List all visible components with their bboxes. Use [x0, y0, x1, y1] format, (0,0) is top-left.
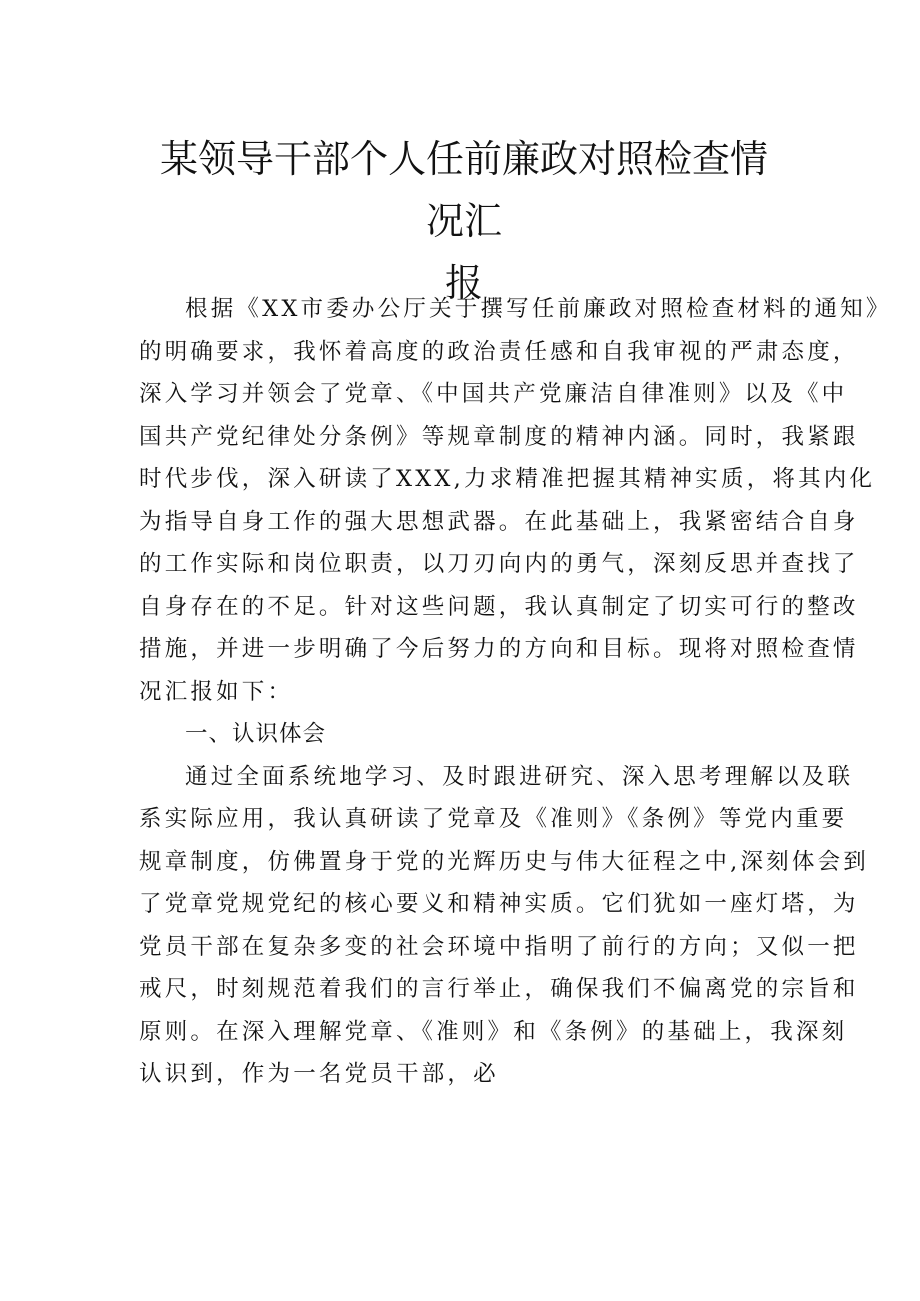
section-heading: 一、认识体会: [185, 721, 327, 747]
paragraph-line: 规章制度，仿佛置身于党的光辉历史与伟大征程之中,深刻体会到: [139, 848, 869, 875]
paragraph-line: 系实际应用，我认真研读了党章及《准则》《条例》等党内重要: [139, 806, 848, 832]
paragraph-line: 深入学习并领会了党章、《中国共产党廉洁自律准则》以及《中: [139, 381, 848, 407]
paragraph-line: 通过全面系统地学习、及时跟进研究、深入思考理解以及联: [185, 763, 854, 790]
paragraph-line: 况汇报如下：: [139, 678, 294, 705]
paragraph-line: 原则。在深入理解党章、《准则》和《条例》的基础上，我深刻: [139, 1018, 848, 1045]
paragraph-line: 的明确要求，我怀着高度的政治责任感和自我审视的严肃态度，: [139, 338, 859, 365]
paragraph-line: 根据《XX市委办公厅关于撰写任前廉政对照检查材料的通知》: [185, 296, 892, 322]
paragraph-line: 时代步伐，深入研读了XXX,力求精准把握其精神实质，将其内化: [139, 466, 876, 492]
paragraph-line: 自身存在的不足。针对这些问题，我认真制定了切实可行的整改: [139, 593, 859, 620]
paragraph-line: 认识到，作为一名党员干部，必: [139, 1061, 499, 1087]
paragraph-line: 党员干部在复杂多变的社会环境中指明了前行的方向；又似一把: [139, 933, 859, 960]
title-line-2: 报: [444, 261, 483, 305]
paragraph-line: 国共产党纪律处分条例》等规章制度的精神内涵。同时，我紧跟: [139, 423, 859, 450]
paragraph-line: 了党章党规党纪的核心要义和精神实质。它们犹如一座灯塔，为: [139, 891, 859, 917]
document-body: [139, 288, 892, 1096]
title-line-1: 某领导干部个人任前廉政对照检查情况汇: [159, 137, 768, 243]
paragraph-line: 的工作实际和岗位职责，以刀刃向内的勇气，深刻反思并查找了: [139, 551, 859, 577]
document-title: [150, 128, 778, 314]
paragraph-line: 措施，并进一步明确了今后努力的方向和目标。现将对照检查情: [139, 636, 859, 662]
paragraph-line: 戒尺，时刻规范着我们的言行举止，确保我们不偏离党的宗旨和: [139, 976, 859, 1002]
paragraph-line: 为指导自身工作的强大思想武器。在此基础上，我紧密结合自身: [139, 508, 859, 535]
